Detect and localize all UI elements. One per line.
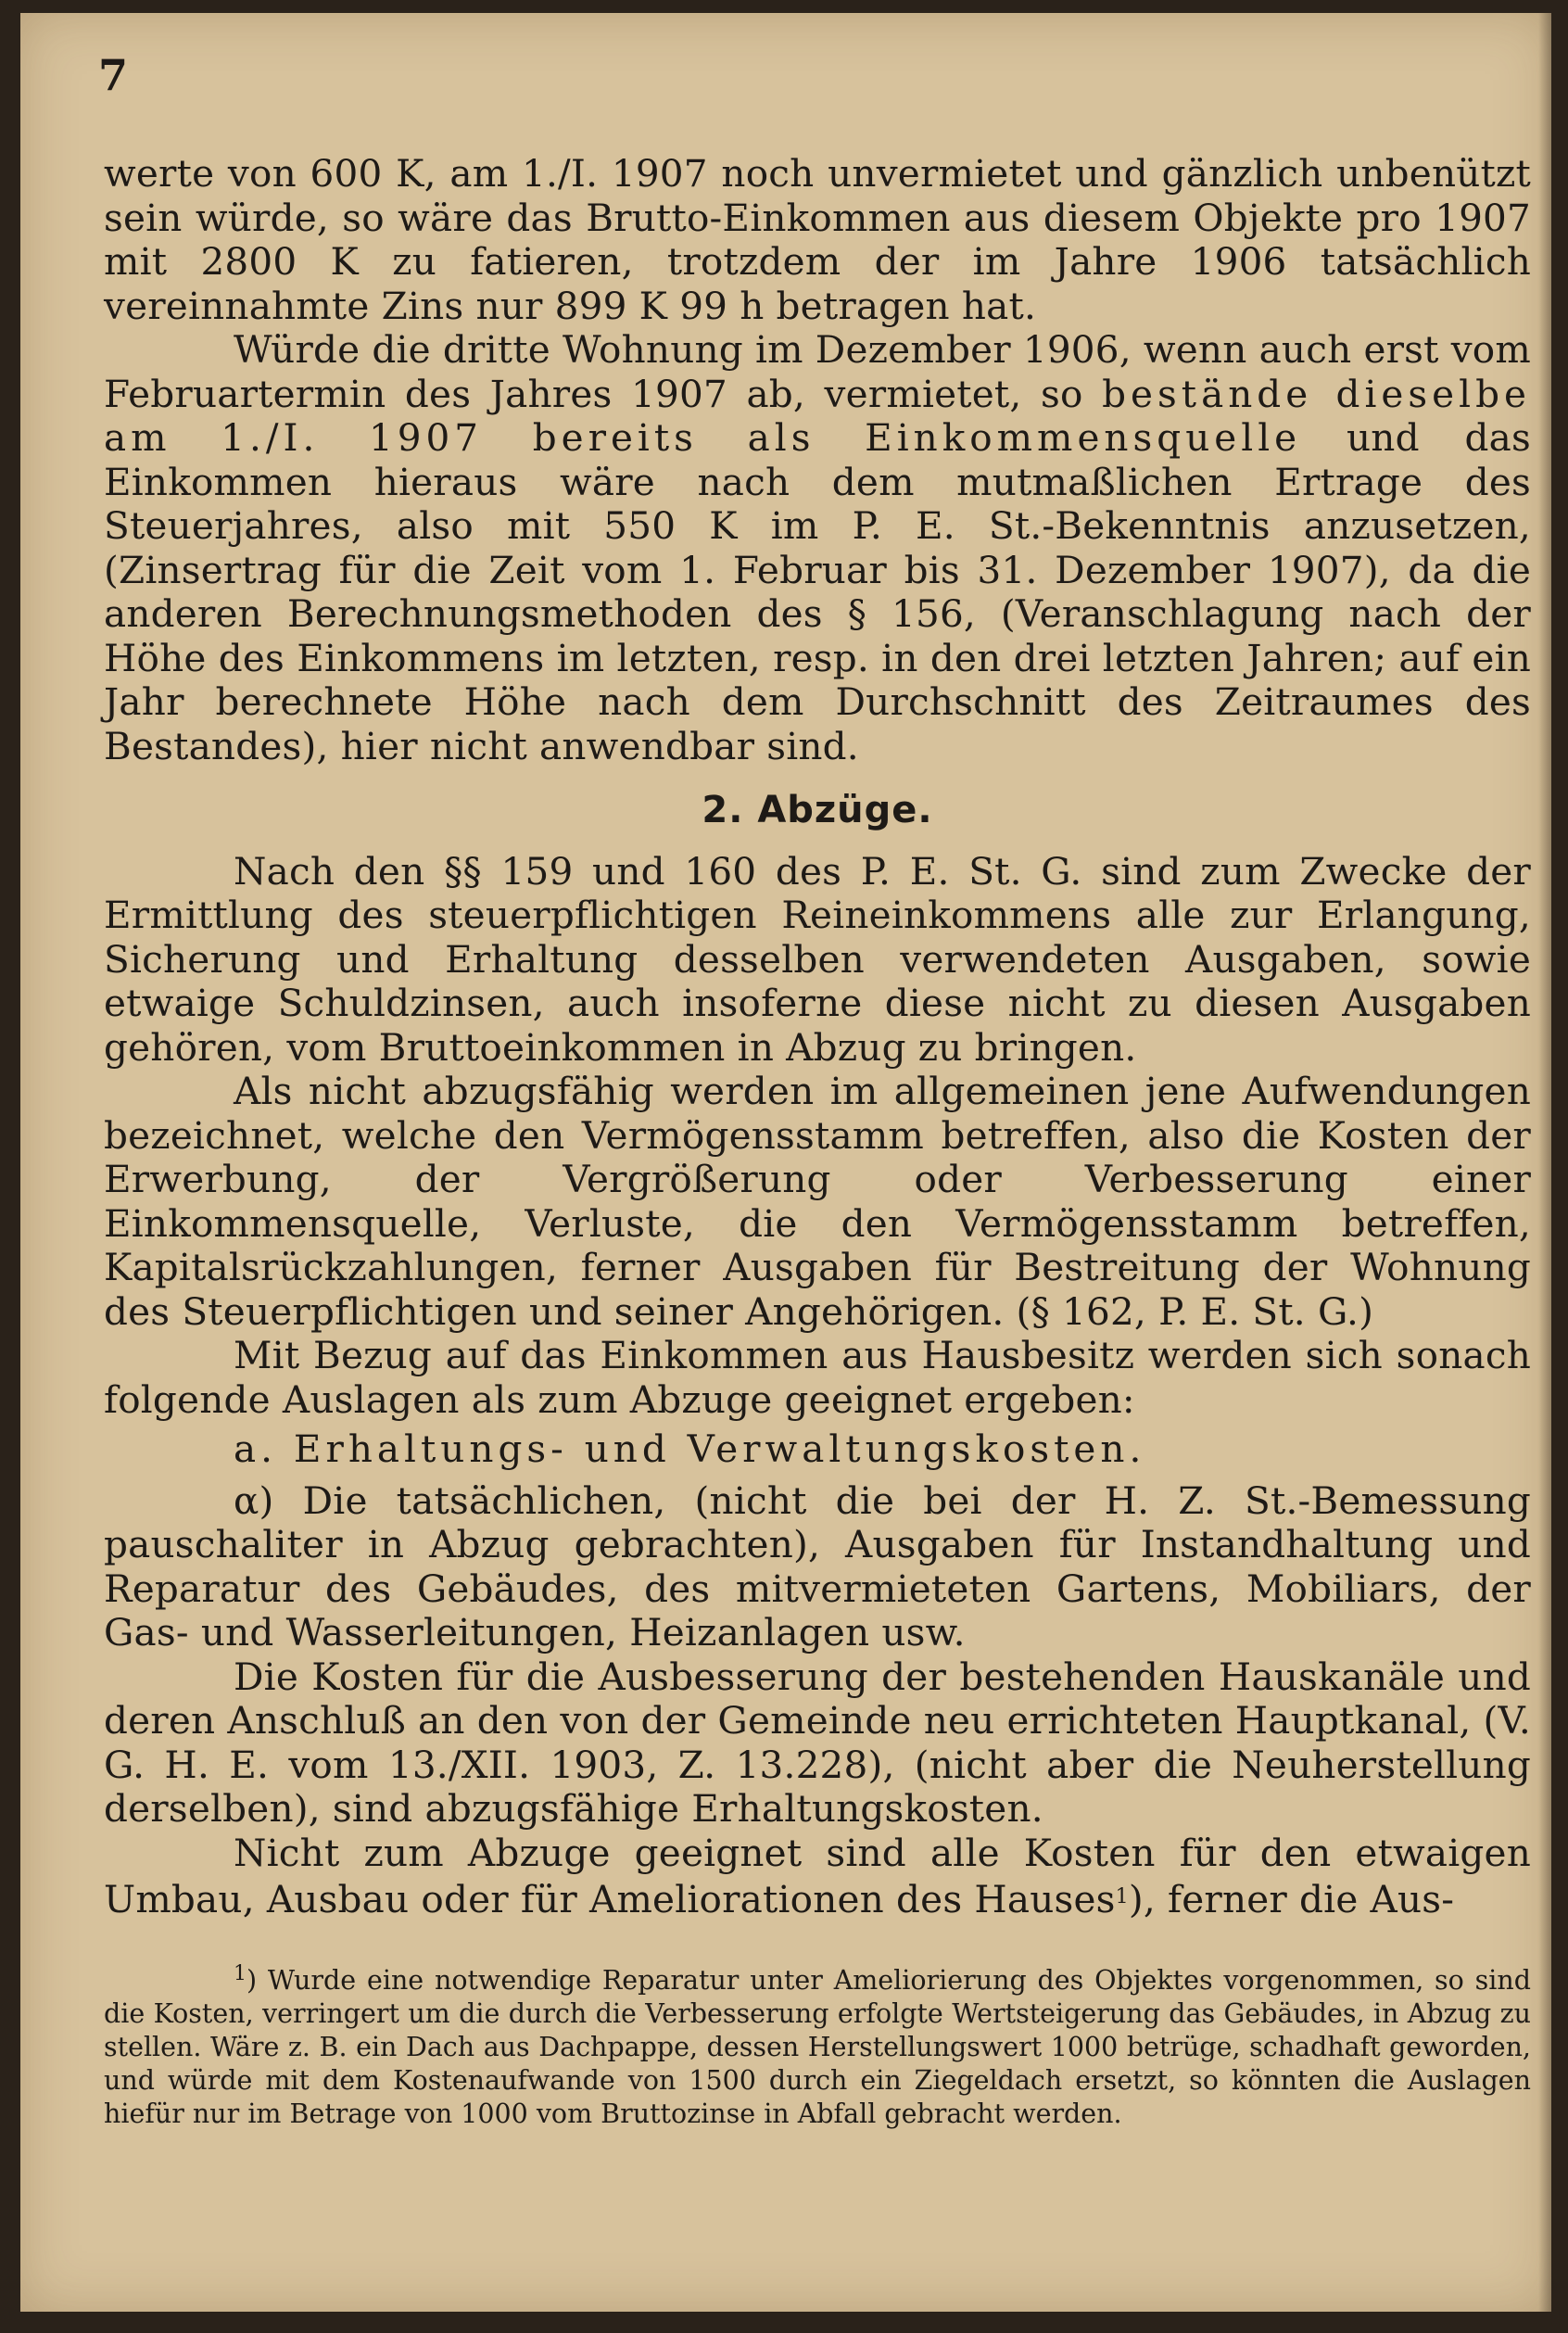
paragraph: Mit Bezug auf das Einkommen aus Hausbesitz werden sich sonach folgende Auslagen als zum Abzuge geeignet ergeben:: [104, 1333, 1531, 1422]
section-heading: 2. Abzüge.: [702, 789, 933, 831]
footnote-text: ) Wurde eine notwendige Reparatur unter Ameliorierung des Objektes vorgenommen, so sind die Kosten, verringert um die durch die Verbesserung erfolgte Wertsteigerung das Gebäudes, in Abzug zu stellen. Wäre z. B. ein Dach aus Dachpappe, dessen Herstellungswert 1000 betrüge, schadhaft geworden, und würde mit dem Kostenaufwande von 1500 durch ein Ziegeldach ersetzt, so könnten die Auslagen hiefür nur im Betrage von 1000 vom Bruttozinse in Abfall gebracht werden.: [104, 1965, 1531, 2129]
paragraph: [104, 328, 1531, 768]
footnote-marker: 1: [1115, 1885, 1129, 1908]
page-edge-shadow: [1538, 13, 1551, 2312]
footnote-number: 1: [234, 1962, 247, 1985]
footnote-paragraph: [104, 1958, 1531, 2131]
paragraph-text: und das Einkommen hieraus wäre nach dem mutmaßlichen Ertrage des Steuerjahres, also mit 550 K im P. E. St.-Bekenntnis anzusetzen, (Zinsertrag für die Zeit vom 1. Februar bis 31. Dezember 1907), da die anderen Berechnungsmethoden des § 156, (Veranschlagung nach der Höhe des Einkommens im letzten, resp. in den drei letzten Jahren; auf ein Jahr berechnete Höhe nach dem Durchschnitt des Zeitraumes des Bestandes), hier nicht anwendbar sind.: [104, 415, 1532, 768]
paragraph-text: Nicht zum Abzuge geeignet sind alle Kosten für den etwaigen Umbau, Ausbau oder für Ameliorationen des Hauses: [104, 1830, 1531, 1921]
emphasized-text: bestände dieselbe am 1./I. 1907 bereits als Einkommensquelle: [104, 371, 1531, 460]
paragraph: werte von 600 K, am 1./I. 1907 noch unvermietet und gänzlich unbenützt sein würde, so wäre das Brutto-Einkommen aus diesem Objekte pro 1907 mit 2800 K zu fatieren, trotzdem der im Jahre 1906 tatsächlich vereinnahmte Zins nur 899 K 99 h betragen hat.: [104, 151, 1531, 328]
book-page: [20, 13, 1551, 2312]
paragraph-text: ferner die Aus-: [1168, 1877, 1455, 1921]
paragraph-text: ),: [1128, 1877, 1156, 1921]
paragraph: Die Kosten für die Ausbesserung der bestehenden Hauskanäle und deren Anschluß an den von der Gemeinde neu errichteten Hauptkanal, (V. G. H. E. vom 13./XII. 1903, Z. 13.228), (nicht aber die Neuherstellung derselben), sind abzugsfähige Erhaltungskosten.: [104, 1654, 1531, 1831]
paragraph: α) Die tatsächlichen, (nicht die bei der H. Z. St.-Bemessung pauschaliter in Abzug gebrachten), Ausgaben für Instandhaltung und Reparatur des Gebäudes, des mitvermieteten Gartens, Mobiliars, der Gas- und Wasserleitungen, Heizanlagen usw.: [104, 1477, 1531, 1655]
paragraph: Nach den §§ 159 und 160 des P. E. St. G. sind zum Zwecke der Ermittlung des steuerpflichtigen Reineinkommens alle zur Erlangung, Sicherung und Erhaltung desselben verwendeten Ausgaben, sowie etwaige Schuldzinsen, auch insoferne diese nicht zu diesen Ausgaben gehören, vom Bruttoeinkommen in Abzug zu bringen.: [104, 848, 1531, 1070]
paragraph-text: Würde die dritte Wohnung im Dezember 1906, wenn auch erst vom Februartermin des Jahres 1907 ab, vermietet, so: [104, 327, 1531, 416]
body-text: [104, 152, 1531, 1922]
footnote: [104, 1958, 1531, 2131]
page-number: 7: [98, 50, 129, 100]
paragraph: [104, 1832, 1531, 1922]
paragraph: Als nicht abzugsfähig werden im allgemeinen jene Aufwendungen bezeichnet, welche den Vermögensstamm betreffen, also die Kosten der Erwerbung, der Vergrößerung oder Verbesserung einer Einkommensquelle, Verluste, die den Vermögensstamm betreffen, Kapitalsrückzahlungen, ferner Ausgaben für Bestreitung der Wohnung des Steuerpflichtigen und seiner Angehörigen. (§ 162, P. E. St. G.): [104, 1069, 1531, 1334]
subheading: a. Erhaltungs- und Verwaltungskosten.: [234, 1426, 1146, 1471]
